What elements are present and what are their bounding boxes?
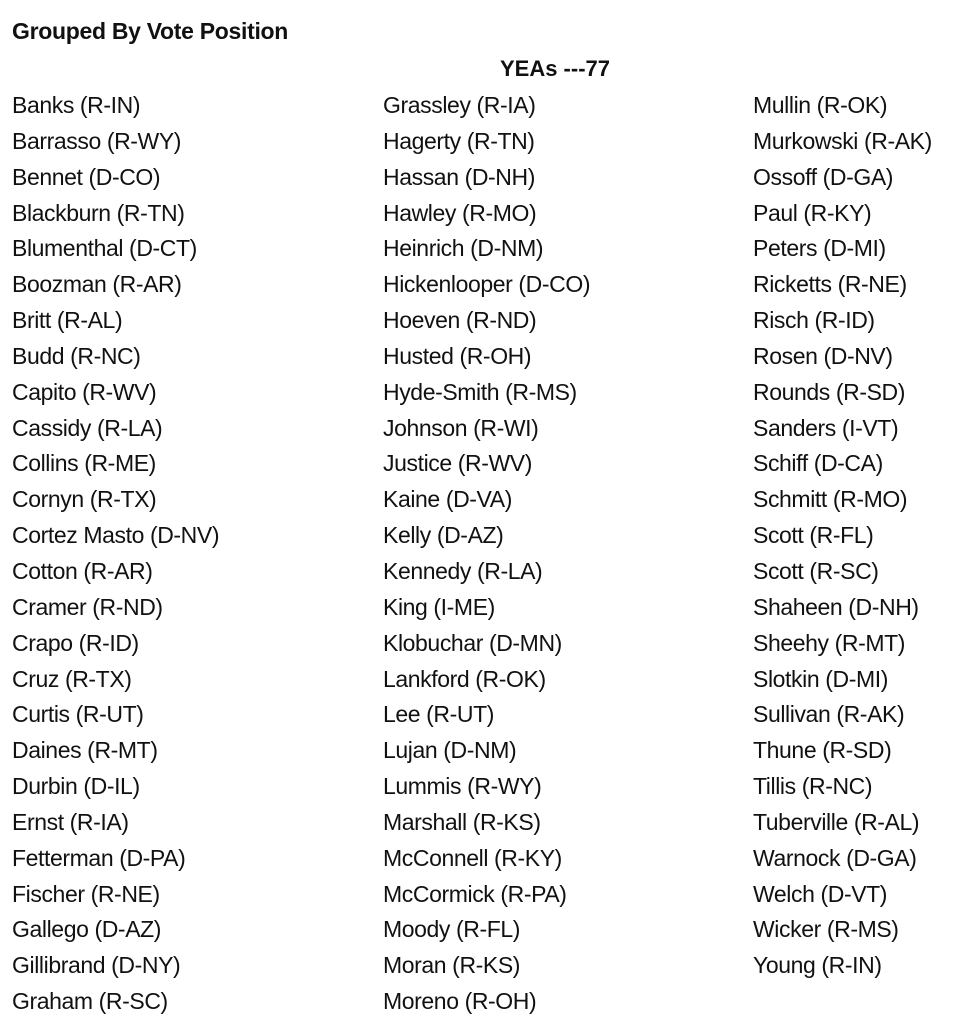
senator-entry: Crapo (R-ID): [12, 629, 139, 656]
senator-entry: Grassley (R-IA): [383, 92, 536, 118]
yeas-heading: YEAs ---77: [499, 56, 611, 81]
senator-entry: Shaheen (D-NH): [753, 593, 919, 620]
senator-entry: McConnell (R-KY): [383, 844, 562, 871]
senator-entry: Young (R-IN): [753, 952, 882, 979]
senator-entry: Lummis (R-WY): [383, 773, 542, 800]
senator-entry: Moody (R-FL): [383, 916, 521, 943]
senator-entry: Lee (R-UT): [383, 701, 495, 728]
senator-entry: Hickenlooper (D-CO): [383, 271, 591, 298]
senator-entry: Scott (R-FL): [753, 522, 874, 549]
senator-entry: Schmitt (R-MO): [753, 486, 908, 513]
senator-entry: Moran (R-KS): [383, 952, 521, 979]
senator-entry: Tillis (R-NC): [753, 773, 873, 800]
senator-entry: Johnson (R-WI): [383, 414, 539, 441]
senator-entry: Hawley (R-MO): [383, 199, 537, 226]
senator-entry: Marshall (R-KS): [383, 808, 541, 835]
senator-entry: Ernst (R-IA): [12, 808, 129, 835]
senator-entry: Kelly (D-AZ): [383, 522, 504, 549]
senator-entry: Blumenthal (D-CT): [12, 235, 197, 262]
senator-entry: Scott (R-SC): [753, 557, 879, 584]
senator-entry: Welch (D-VT): [753, 880, 888, 907]
senator-entry: Daines (R-MT): [12, 737, 158, 764]
senator-entry: Hagerty (R-TN): [383, 127, 535, 154]
senator-entry: Durbin (D-IL): [12, 773, 140, 800]
senator-entry: Slotkin (D-MI): [753, 665, 888, 692]
senator-entry: Schiff (D-CA): [753, 450, 883, 477]
senator-entry: Hassan (D-NH): [383, 163, 535, 190]
senator-entry: Fischer (R-NE): [12, 880, 160, 907]
senator-entry: Ossoff (D-GA): [753, 163, 894, 190]
senator-entry: Paul (R-KY): [753, 199, 872, 226]
senator-entry: Capito (R-WV): [12, 378, 157, 405]
senator-entry: Warnock (D-GA): [753, 844, 917, 871]
senator-entry: Risch (R-ID): [753, 307, 875, 334]
senator-entry: Sheehy (R-MT): [753, 629, 905, 656]
senator-entry: King (I-ME): [383, 593, 495, 620]
senator-entry: Kaine (D-VA): [383, 486, 512, 513]
senator-entry: Gallego (D-AZ): [12, 916, 162, 943]
senator-entry: Barrasso (R-WY): [12, 127, 182, 154]
senator-entry: Moreno (R-OH): [383, 988, 537, 1015]
senator-entry: Sanders (I-VT): [753, 414, 899, 441]
senator-entry: Rounds (R-SD): [753, 378, 906, 405]
senator-entry: Budd (R-NC): [12, 342, 141, 369]
senator-entry: Blackburn (R-TN): [12, 199, 185, 226]
senator-entry: Cornyn (R-TX): [12, 486, 157, 513]
senator-entry: Collins (R-ME): [12, 450, 156, 477]
senator-entry: Britt (R-AL): [12, 307, 123, 334]
senator-entry: Boozman (R-AR): [12, 271, 182, 298]
senator-entry: Peters (D-MI): [753, 235, 886, 262]
senator-column-2: [383, 88, 590, 1020]
senator-entry: Wicker (R-MS): [753, 916, 899, 943]
senator-entry: McCormick (R-PA): [383, 880, 567, 907]
senator-entry: Hyde-Smith (R-MS): [383, 378, 577, 405]
senator-entry: Ricketts (R-NE): [753, 271, 907, 298]
senator-entry: Justice (R-WV): [383, 450, 533, 477]
senator-entry: Cruz (R-TX): [12, 665, 132, 692]
senator-entry: Thune (R-SD): [753, 737, 892, 764]
senator-entry: Mullin (R-OK): [753, 92, 888, 118]
senator-entry: Cassidy (R-LA): [12, 414, 163, 441]
senator-entry: Murkowski (R-AK): [753, 127, 932, 154]
senator-entry: Kennedy (R-LA): [383, 557, 543, 584]
senator-entry: Cotton (R-AR): [12, 557, 153, 584]
senator-entry: Graham (R-SC): [12, 988, 168, 1015]
senator-entry: Gillibrand (D-NY): [12, 952, 181, 979]
senator-entry: Heinrich (D-NM): [383, 235, 544, 262]
senator-entry: Curtis (R-UT): [12, 701, 144, 728]
senator-entry: Cortez Masto (D-NV): [12, 522, 220, 549]
senator-entry: Bennet (D-CO): [12, 163, 161, 190]
senator-entry: Banks (R-IN): [12, 92, 141, 118]
senator-entry: Lujan (D-NM): [383, 737, 517, 764]
senator-column-3: [753, 88, 932, 984]
senator-entry: Fetterman (D-PA): [12, 844, 186, 871]
senator-column-1: [12, 88, 219, 1020]
section-title: Grouped By Vote Position: [12, 18, 289, 44]
senator-entry: Husted (R-OH): [383, 342, 532, 369]
senator-entry: Tuberville (R-AL): [753, 808, 920, 835]
senator-entry: Hoeven (R-ND): [383, 307, 537, 334]
senator-entry: Lankford (R-OK): [383, 665, 546, 692]
senator-entry: Klobuchar (D-MN): [383, 629, 562, 656]
senator-entry: Sullivan (R-AK): [753, 701, 905, 728]
senator-entry: Cramer (R-ND): [12, 593, 163, 620]
senator-entry: Rosen (D-NV): [753, 342, 893, 369]
